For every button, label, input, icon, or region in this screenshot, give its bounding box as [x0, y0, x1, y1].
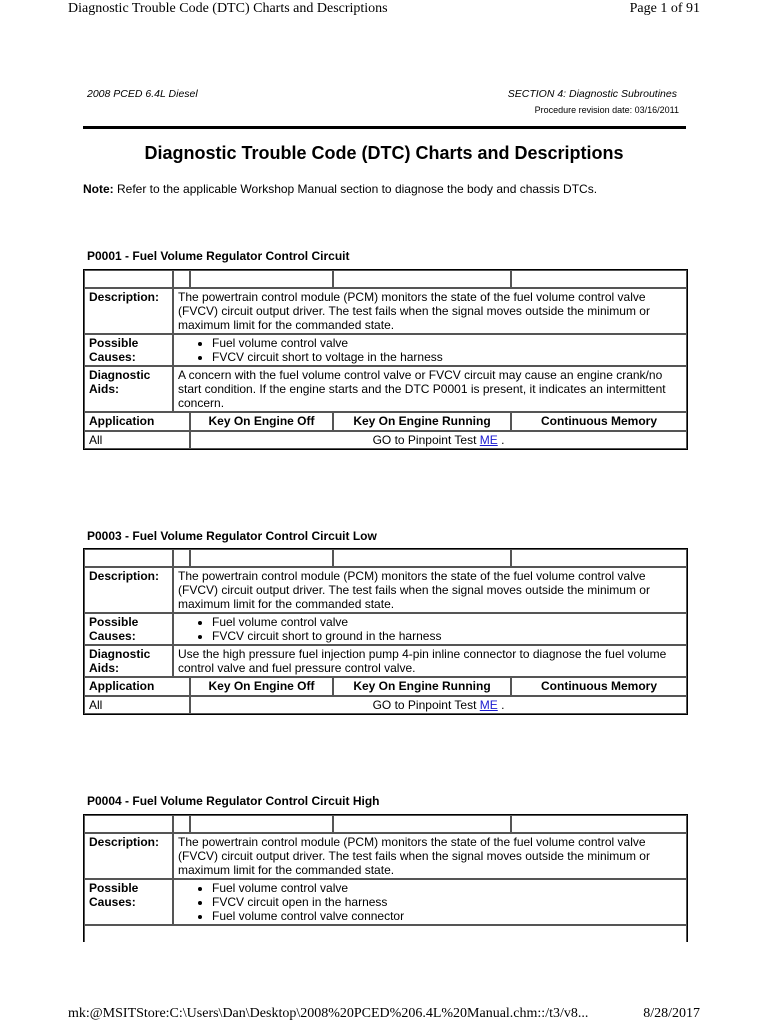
application-value: All — [84, 431, 190, 449]
revision-date: Procedure revision date: 03/16/2011 — [534, 105, 679, 115]
dtc-table-p0004 — [83, 814, 688, 942]
application-header: Application — [84, 677, 190, 696]
page-number: Page 1 of 91 — [629, 1, 700, 16]
table-row — [84, 696, 687, 714]
koer-header: Key On Engine Running — [333, 677, 511, 696]
koeo-header: Key On Engine Off — [190, 677, 333, 696]
print-header — [0, 0, 768, 20]
description-label: Description: — [84, 288, 173, 334]
causes-label: Possible Causes: — [84, 613, 173, 645]
description-text: The powertrain control module (PCM) monitors the state of the fuel volume control valve (FVCV) circuit output driver. The test fails when the signal moves outside the minimum or maximum limit for the commanded state. — [173, 833, 687, 879]
description-label: Description: — [84, 567, 173, 613]
table-row — [84, 366, 687, 412]
table-row — [84, 567, 687, 613]
table-row — [84, 925, 687, 942]
table-row — [84, 879, 687, 925]
list-item: • Fuel volume control valve — [212, 336, 682, 350]
dtc-table-p0003 — [83, 548, 688, 715]
vehicle-label: 2008 PCED 6.4L Diesel — [87, 88, 198, 100]
page-title: Diagnostic Trouble Code (DTC) Charts and Descriptions — [144, 143, 624, 163]
pinpoint-test-link[interactable]: ME — [479, 698, 498, 712]
dtc-heading-p0001: P0001 - Fuel Volume Regulator Control Circuit — [87, 249, 350, 263]
description-text: The powertrain control module (PCM) monitors the state of the fuel volume control valve (FVCV) circuit output driver. The test fails when the signal moves outside the minimum or maximum limit for the commanded state. — [173, 288, 687, 334]
causes-list — [173, 613, 687, 645]
table-row — [84, 431, 687, 449]
print-footer — [0, 1004, 768, 1024]
causes-label: Possible Causes: — [84, 334, 173, 366]
table-row — [84, 613, 687, 645]
list-item: • Fuel volume control valve connector — [212, 909, 682, 923]
dtc-heading-p0003: P0003 - Fuel Volume Regulator Control Circuit Low — [87, 529, 377, 543]
note-text: Refer to the applicable Workshop Manual section to diagnose the body and chassis DTCs. — [113, 182, 598, 196]
table-spacer-row — [84, 270, 687, 288]
aids-label: Diagnostic Aids: — [84, 366, 173, 412]
aids-text: A concern with the fuel volume control valve or FVCV circuit may cause an engine crank/no start condition. If the engine starts and the DTC P0001 is present, it indicates an intermittent concern. — [173, 366, 687, 412]
dtc-heading-p0004: P0004 - Fuel Volume Regulator Control Circuit High — [87, 794, 380, 808]
section-label: SECTION 4: Diagnostic Subroutines — [507, 88, 677, 100]
table-header-row — [84, 677, 687, 696]
koeo-header: Key On Engine Off — [190, 412, 333, 431]
file-path: mk:@MSITStore:C:\Users\Dan\Desktop\2008%20PCED%206.4L%20Manual.chm::/t3/v8... — [68, 1006, 589, 1021]
pinpoint-test: GO to Pinpoint Test ME . — [190, 696, 687, 714]
print-header-title: Diagnostic Trouble Code (DTC) Charts and Descriptions — [68, 1, 388, 16]
note — [83, 182, 597, 196]
causes-label: Possible Causes: — [84, 879, 173, 925]
table-row — [84, 288, 687, 334]
table-row — [84, 334, 687, 366]
table-spacer-row — [84, 549, 687, 567]
application-value: All — [84, 696, 190, 714]
list-item: • Fuel volume control valve — [212, 881, 682, 895]
table-row — [84, 645, 687, 677]
pinpoint-test: GO to Pinpoint Test ME . — [190, 431, 687, 449]
pinpoint-test-link[interactable]: ME — [479, 433, 498, 447]
print-date: 8/28/2017 — [643, 1006, 700, 1021]
table-row — [84, 833, 687, 879]
aids-label: Diagnostic Aids: — [84, 645, 173, 677]
note-label: Note: — [83, 182, 114, 196]
cm-header: Continuous Memory — [511, 677, 687, 696]
description-label: Description: — [84, 833, 173, 879]
table-header-row — [84, 412, 687, 431]
application-header: Application — [84, 412, 190, 431]
list-item: • FVCV circuit short to voltage in the harness — [212, 350, 682, 364]
header-rule — [83, 126, 686, 129]
description-text: The powertrain control module (PCM) monitors the state of the fuel volume control valve (FVCV) circuit output driver. The test fails when the signal moves outside the minimum or maximum limit for the commanded state. — [173, 567, 687, 613]
list-item: • FVCV circuit short to ground in the harness — [212, 629, 682, 643]
list-item: • FVCV circuit open in the harness — [212, 895, 682, 909]
dtc-table-p0001 — [83, 269, 688, 450]
koer-header: Key On Engine Running — [333, 412, 511, 431]
list-item: • Fuel volume control valve — [212, 615, 682, 629]
causes-list — [173, 334, 687, 366]
causes-list — [173, 879, 687, 925]
aids-text: Use the high pressure fuel injection pump 4-pin inline connector to diagnose the fuel volume control valve and fuel pressure control valve. — [173, 645, 687, 677]
table-spacer-row — [84, 815, 687, 833]
cm-header: Continuous Memory — [511, 412, 687, 431]
